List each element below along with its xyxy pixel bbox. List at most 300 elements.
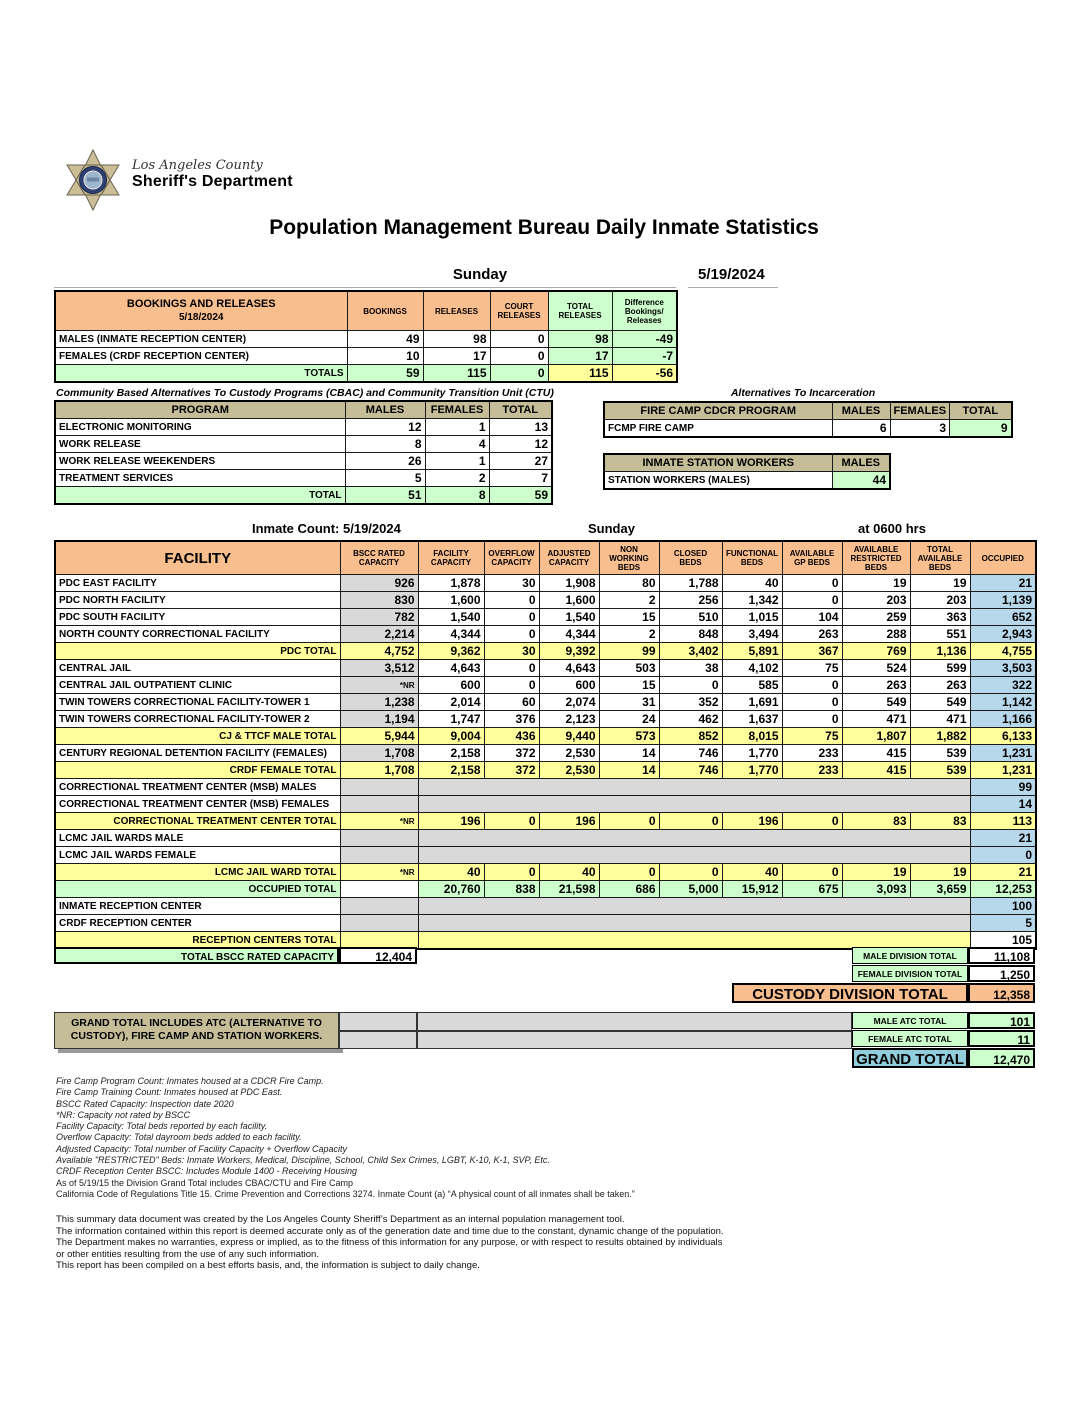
value-cell: 13 [489, 419, 552, 436]
facility-row [55, 575, 1036, 592]
value-cell: 372 [484, 745, 539, 762]
value-cell: 1,540 [539, 609, 599, 626]
cbac-total-row [55, 487, 552, 505]
value-cell: 1,600 [539, 592, 599, 609]
value-cell: 1,770 [722, 745, 782, 762]
cbac-column-header: TOTAL [489, 401, 552, 419]
male-atc-total-value: 101 [968, 1012, 1035, 1029]
row-label: ELECTRONIC MONITORING [55, 419, 345, 436]
total-label: CORRECTIONAL TREATMENT CENTER TOTAL [55, 813, 340, 830]
row-label: STATION WORKERS (MALES) [604, 472, 832, 490]
facility-row [55, 592, 1036, 609]
fire-camp-row [604, 420, 1012, 438]
total-value-cell: 40 [539, 864, 599, 881]
value-cell: 203 [910, 592, 970, 609]
total-value-cell: 5,944 [340, 728, 418, 745]
total-value-cell: 59 [489, 487, 552, 505]
empty-cell [340, 830, 418, 847]
value-cell: 80 [599, 575, 659, 592]
footnote-line: CRDF Reception Center BSCC: Includes Module 1400 - Receiving Housing [56, 1166, 357, 1177]
value-cell: 652 [970, 609, 1036, 626]
total-value-cell: 3,402 [659, 643, 722, 660]
value-cell: 510 [659, 609, 722, 626]
grand-box-empty-cell [417, 1031, 852, 1050]
empty-span-cell [418, 898, 970, 915]
grand-total-label: GRAND TOTAL [852, 1048, 968, 1068]
value-cell: 848 [659, 626, 722, 643]
bookings-column-header: COURT RELEASES [490, 291, 548, 331]
total-value-cell: 769 [842, 643, 910, 660]
total-value-cell: 40 [722, 864, 782, 881]
total-value-cell: 838 [484, 881, 539, 898]
value-cell: 1,139 [970, 592, 1036, 609]
facility-row [55, 694, 1036, 711]
total-value-cell: 1,231 [970, 762, 1036, 779]
value-cell: 15 [599, 609, 659, 626]
value-cell: 1,908 [539, 575, 599, 592]
total-value-cell: 99 [599, 643, 659, 660]
station-workers-table [603, 453, 891, 490]
facility-column-header: CLOSED BEDS [659, 541, 722, 575]
value-cell: 363 [910, 609, 970, 626]
value-cell: 259 [842, 609, 910, 626]
value-cell: 104 [782, 609, 842, 626]
row-label: TWIN TOWERS CORRECTIONAL FACILITY-TOWER 1 [55, 694, 340, 711]
value-cell: 549 [910, 694, 970, 711]
bscc-total-value: 12,404 [339, 947, 417, 964]
total-value-cell: 83 [842, 813, 910, 830]
value-cell: 17 [423, 348, 490, 365]
value-cell: 376 [484, 711, 539, 728]
cbac-table [54, 400, 553, 505]
cbac-row [55, 470, 552, 487]
footnote-line: Available "RESTRICTED" Beds: Inmate Workers, Medical, Discipline, School, Child Sex Crimes, LGBT, K-10, K-1, SVP, Etc. [56, 1155, 550, 1166]
facility-header-row [55, 541, 1036, 575]
value-cell: 1 [425, 453, 489, 470]
value-cell: 1,194 [340, 711, 418, 728]
total-value-cell: 0 [782, 864, 842, 881]
row-label: CORRECTIONAL TREATMENT CENTER (MSB) FEMALES [55, 796, 340, 813]
total-value-cell: 372 [484, 762, 539, 779]
value-cell: 1,788 [659, 575, 722, 592]
value-cell: 4,344 [539, 626, 599, 643]
female-division-total-row [852, 965, 1035, 982]
fire-camp-column-header: TOTAL [950, 402, 1012, 420]
total-value-cell: 9,362 [418, 643, 484, 660]
facility-column-header: OCCUPIED [970, 541, 1036, 575]
value-cell: 1,231 [970, 745, 1036, 762]
value-cell: 1,238 [340, 694, 418, 711]
total-value-cell: 75 [782, 728, 842, 745]
value-cell: 0 [484, 626, 539, 643]
value-cell: 263 [782, 626, 842, 643]
lasd-logo [62, 148, 293, 214]
value-cell: 600 [539, 677, 599, 694]
total-label: TOTAL [55, 487, 345, 505]
value-cell: 19 [910, 575, 970, 592]
value-cell: 1,691 [722, 694, 782, 711]
value-cell: 14 [599, 745, 659, 762]
row-label: TWIN TOWERS CORRECTIONAL FACILITY-TOWER 2 [55, 711, 340, 728]
occupied-cell: 100 [970, 898, 1036, 915]
disclaimer-line: or other entities resulting from the use of any such information. [56, 1248, 319, 1260]
bscc-total-row [54, 947, 417, 964]
disclaimer-line: This report has been compiled on a best efforts basis, and, the information is subject to daily change. [56, 1260, 480, 1271]
custody-division-total-value: 12,358 [968, 983, 1035, 1003]
facility-table [54, 540, 1037, 950]
value-cell: 60 [484, 694, 539, 711]
bookings-header-row [55, 291, 677, 331]
total-value-cell: 14 [599, 762, 659, 779]
row-label: TREATMENT SERVICES [55, 470, 345, 487]
totals-value-cell: 115 [423, 365, 490, 383]
value-cell: 0 [659, 677, 722, 694]
total-value-cell: 113 [970, 813, 1036, 830]
total-label: CJ & TTCF MALE TOTAL [55, 728, 340, 745]
row-label: CENTRAL JAIL OUTPATIENT CLINIC [55, 677, 340, 694]
value-cell: 0 [490, 331, 548, 348]
total-label: OCCUPIED TOTAL [55, 881, 340, 898]
value-cell: -7 [612, 348, 677, 365]
value-cell: 1,540 [418, 609, 484, 626]
value-cell: 12 [489, 436, 552, 453]
grand-total-note: GRAND TOTAL INCLUDES ATC (ALTERNATIVE TO CUSTODY), FIRE CAMP AND STATION WORKERS. [54, 1012, 339, 1049]
value-cell: 0 [484, 592, 539, 609]
facility-row [55, 847, 1036, 864]
total-label: CRDF FEMALE TOTAL [55, 762, 340, 779]
facility-column-header: NON WORKING BEDS [599, 541, 659, 575]
value-cell: 288 [842, 626, 910, 643]
bookings-column-header: Difference Bookings/ Releases [612, 291, 677, 331]
female-division-total-value: 1,250 [968, 965, 1035, 982]
grand-box-empty-cell [339, 1031, 417, 1050]
footnotes [56, 1076, 635, 1200]
station-workers-row [604, 472, 890, 490]
occupied-cell: 105 [970, 932, 1036, 950]
bookings-row [55, 331, 677, 348]
male-division-total-label: MALE DIVISION TOTAL [852, 947, 968, 964]
male-atc-total-label: MALE ATC TOTAL [852, 1012, 968, 1029]
bookings-column-header: RELEASES [423, 291, 490, 331]
facility-row [55, 677, 1036, 694]
total-value-cell [340, 881, 418, 898]
cbac-column-header: PROGRAM [55, 401, 345, 419]
value-cell: 830 [340, 592, 418, 609]
page-title: Population Management Bureau Daily Inmate Statistics [269, 216, 819, 239]
value-cell: 44 [832, 472, 890, 490]
fire-camp-column-header: FEMALES [890, 402, 950, 420]
value-cell: 75 [782, 660, 842, 677]
total-value-cell: 196 [539, 813, 599, 830]
value-cell: 4,344 [418, 626, 484, 643]
total-value-cell: 15,912 [722, 881, 782, 898]
value-cell: 2 [599, 592, 659, 609]
total-value-cell: 4,752 [340, 643, 418, 660]
row-label: INMATE RECEPTION CENTER [55, 898, 340, 915]
male-division-total-value: 11,108 [968, 947, 1035, 964]
row-label: NORTH COUNTY CORRECTIONAL FACILITY [55, 626, 340, 643]
value-cell: 1,166 [970, 711, 1036, 728]
occupied-cell: 99 [970, 779, 1036, 796]
female-division-total-label: FEMALE DIVISION TOTAL [852, 965, 968, 982]
row-label: FEMALES (CRDF RECEPTION CENTER) [55, 348, 347, 365]
total-value-cell: 196 [722, 813, 782, 830]
value-cell: 551 [910, 626, 970, 643]
value-cell: 599 [910, 660, 970, 677]
occupied-cell: 5 [970, 915, 1036, 932]
row-label: PDC NORTH FACILITY [55, 592, 340, 609]
total-value-cell: 1,708 [340, 762, 418, 779]
total-value-cell: 5,891 [722, 643, 782, 660]
row-label: CENTURY REGIONAL DETENTION FACILITY (FEMALES) [55, 745, 340, 762]
value-cell: 2,123 [539, 711, 599, 728]
empty-cell [340, 915, 418, 932]
value-cell: 503 [599, 660, 659, 677]
total-value-cell: 19 [842, 864, 910, 881]
value-cell: 8 [345, 436, 425, 453]
total-label: RECEPTION CENTERS TOTAL [55, 932, 340, 950]
value-cell: 471 [910, 711, 970, 728]
value-cell: 40 [722, 575, 782, 592]
facility-column-header: ADJUSTED CAPACITY [539, 541, 599, 575]
male-division-total-row [852, 947, 1035, 964]
value-cell: 0 [782, 575, 842, 592]
total-value-cell: 0 [599, 813, 659, 830]
facility-row [55, 609, 1036, 626]
report-date: 5/19/2024 [698, 266, 765, 283]
station-workers-header: INMATE STATION WORKERS [604, 454, 832, 472]
occupied-cell: 0 [970, 847, 1036, 864]
cbac-header-row [55, 401, 552, 419]
row-label: CRDF RECEPTION CENTER [55, 915, 340, 932]
bscc-total-label: TOTAL BSCC RATED CAPACITY [54, 947, 339, 964]
total-value-cell: *NR [340, 813, 418, 830]
value-cell: 746 [659, 745, 722, 762]
grand-box-empty-cell [339, 1012, 417, 1031]
value-cell: 15 [599, 677, 659, 694]
total-value-cell: 1,882 [910, 728, 970, 745]
value-cell: 3,503 [970, 660, 1036, 677]
facility-column-header: BSCC RATED CAPACITY [340, 541, 418, 575]
total-value-cell: 4,755 [970, 643, 1036, 660]
grand-total-row [852, 1048, 1035, 1068]
fire-camp-table [603, 401, 1013, 438]
value-cell: 38 [659, 660, 722, 677]
facility-row [55, 762, 1036, 779]
value-cell: 7 [489, 470, 552, 487]
empty-cell [340, 779, 418, 796]
total-value-cell: 196 [418, 813, 484, 830]
row-label: CORRECTIONAL TREATMENT CENTER (MSB) MALES [55, 779, 340, 796]
value-cell: 1,747 [418, 711, 484, 728]
row-label: PDC SOUTH FACILITY [55, 609, 340, 626]
station-workers-column-header: MALES [832, 454, 890, 472]
value-cell: 2,014 [418, 694, 484, 711]
total-value-cell: 0 [484, 813, 539, 830]
value-cell: 12 [345, 419, 425, 436]
custody-division-total-label: CUSTODY DIVISION TOTAL [732, 983, 968, 1003]
empty-span-cell [418, 796, 970, 813]
facility-column-header: AVAILABLE RESTRICTED BEDS [842, 541, 910, 575]
value-cell: 585 [722, 677, 782, 694]
value-cell: 1,637 [722, 711, 782, 728]
row-label: LCMC JAIL WARDS FEMALE [55, 847, 340, 864]
total-value-cell: 1,807 [842, 728, 910, 745]
occupied-cell: 14 [970, 796, 1036, 813]
value-cell: 462 [659, 711, 722, 728]
total-value-cell: 8 [425, 487, 489, 505]
value-cell: 4,643 [418, 660, 484, 677]
value-cell: 524 [842, 660, 910, 677]
value-cell: 31 [599, 694, 659, 711]
custody-division-total-row [732, 983, 1035, 1003]
facility-header: FACILITY [55, 541, 340, 575]
value-cell: 1,342 [722, 592, 782, 609]
facility-row [55, 864, 1036, 881]
value-cell: 0 [484, 677, 539, 694]
report-day: Sunday [452, 266, 508, 283]
value-cell: 19 [842, 575, 910, 592]
row-label: FCMP FIRE CAMP [604, 420, 832, 438]
total-value-cell: 3,659 [910, 881, 970, 898]
cbac-row [55, 419, 552, 436]
total-value-cell: 539 [910, 762, 970, 779]
facility-row [55, 915, 1036, 932]
disclaimer-line: The information contained within this report is deemed accurate only as of the generation date and time due to the constant, dynamic change of the population. [56, 1225, 724, 1237]
divider [688, 287, 778, 288]
total-value-cell: 30 [484, 643, 539, 660]
facility-column-header: FACILITY CAPACITY [418, 541, 484, 575]
empty-span-cell [418, 847, 970, 864]
total-value-cell: 852 [659, 728, 722, 745]
facility-row [55, 796, 1036, 813]
bookings-title: BOOKINGS AND RELEASES 5/18/2024 [55, 291, 347, 331]
empty-cell [340, 847, 418, 864]
total-value-cell: 0 [659, 864, 722, 881]
fire-camp-header-row [604, 402, 1012, 420]
disclaimer-line: This summary data document was created by the Los Angeles County Sheriff’s Department as an internal population management tool. [56, 1214, 625, 1225]
totals-label: TOTALS [55, 365, 347, 383]
total-value-cell: 51 [345, 487, 425, 505]
value-cell: 1,015 [722, 609, 782, 626]
totals-value-cell: -56 [612, 365, 677, 383]
value-cell: 2,943 [970, 626, 1036, 643]
disclaimer [56, 1214, 724, 1272]
value-cell: 17 [548, 348, 612, 365]
facility-row [55, 728, 1036, 745]
value-cell: 415 [842, 745, 910, 762]
total-value-cell: 9,004 [418, 728, 484, 745]
total-value-cell: 1,136 [910, 643, 970, 660]
value-cell: 26 [345, 453, 425, 470]
male-atc-total-row [852, 1012, 1035, 1029]
total-value-cell: 0 [599, 864, 659, 881]
total-value-cell: 675 [782, 881, 842, 898]
footnote-line: Fire Camp Training Count: Inmates housed at PDC East. [56, 1087, 283, 1098]
footnote-line: Adjusted Capacity: Total number of Facility Capacity + Overflow Capacity [56, 1143, 348, 1154]
cbac-row [55, 453, 552, 470]
value-cell: 4 [425, 436, 489, 453]
value-cell: *NR [340, 677, 418, 694]
footnote-line: *NR: Capacity not rated by BSCC [56, 1109, 191, 1120]
total-value-cell: 20,760 [418, 881, 484, 898]
facility-row [55, 779, 1036, 796]
total-label: PDC TOTAL [55, 643, 340, 660]
total-value-cell: 746 [659, 762, 722, 779]
footnote-line: California Code of Regulations Title 15. Crime Prevention and Corrections 3274. Inmate Count (a) “A physical count of all inmates shall be taken.” [56, 1188, 635, 1199]
value-cell: 10 [347, 348, 423, 365]
bookings-row [55, 348, 677, 365]
footnote-line: Facility Capacity: Total beds reported by each facility. [56, 1121, 268, 1132]
value-cell: 9 [950, 420, 1012, 438]
facility-row [55, 881, 1036, 898]
row-label: PDC EAST FACILITY [55, 575, 340, 592]
value-cell: 256 [659, 592, 722, 609]
total-value-cell: 415 [842, 762, 910, 779]
value-cell: 0 [782, 711, 842, 728]
facility-row [55, 813, 1036, 830]
row-label: WORK RELEASE WEEKENDERS [55, 453, 345, 470]
value-cell: 263 [842, 677, 910, 694]
value-cell: 233 [782, 745, 842, 762]
value-cell: 6 [832, 420, 890, 438]
value-cell: 2,214 [340, 626, 418, 643]
facility-row [55, 711, 1036, 728]
footnote-line: As of 5/19/15 the Division Grand Total includes CBAC/CTU and Fire Camp [56, 1177, 353, 1188]
footnote-line: BSCC Rated Capacity: Inspection date 2020 [56, 1098, 234, 1109]
inmate-count-label: Inmate Count: 5/19/2024 [252, 521, 401, 536]
value-cell: 0 [782, 677, 842, 694]
total-value-cell: 436 [484, 728, 539, 745]
value-cell: 98 [548, 331, 612, 348]
total-value-cell: 0 [782, 813, 842, 830]
total-label: LCMC JAIL WARD TOTAL [55, 864, 340, 881]
value-cell: 4,643 [539, 660, 599, 677]
value-cell: 1,878 [418, 575, 484, 592]
empty-span-cell [418, 830, 970, 847]
station-workers-header-row [604, 454, 890, 472]
value-cell: 0 [782, 592, 842, 609]
row-label: MALES (INMATE RECEPTION CENTER) [55, 331, 347, 348]
total-value-cell: 19 [910, 864, 970, 881]
value-cell: 203 [842, 592, 910, 609]
ati-title: Alternatives To Incarceration [730, 387, 876, 399]
value-cell: 3,494 [722, 626, 782, 643]
value-cell: 263 [910, 677, 970, 694]
empty-cell [340, 796, 418, 813]
value-cell: 322 [970, 677, 1036, 694]
value-cell: 0 [782, 694, 842, 711]
disclaimer-line: The Department makes no warranties, express or implied, as to the fitness of this information for any purpose, or with respect to results obtained by individuals [56, 1237, 723, 1248]
total-value-cell: 0 [484, 864, 539, 881]
fire-camp-column-header: MALES [832, 402, 890, 420]
row-label: LCMC JAIL WARDS MALE [55, 830, 340, 847]
value-cell: 21 [970, 575, 1036, 592]
totals-value-cell: 59 [347, 365, 423, 383]
facility-column-header: AVAILABLE GP BEDS [782, 541, 842, 575]
total-value-cell: 83 [910, 813, 970, 830]
occupied-cell: 21 [970, 830, 1036, 847]
row-label: WORK RELEASE [55, 436, 345, 453]
value-cell: -49 [612, 331, 677, 348]
value-cell: 1,142 [970, 694, 1036, 711]
footnote-line: Fire Camp Program Count: Inmates housed at a CDCR Fire Camp. [56, 1076, 324, 1086]
bookings-column-header: TOTAL RELEASES [548, 291, 612, 331]
total-value-cell: 2,530 [539, 762, 599, 779]
value-cell: 27 [489, 453, 552, 470]
value-cell: 926 [340, 575, 418, 592]
facility-column-header: OVERFLOW CAPACITY [484, 541, 539, 575]
